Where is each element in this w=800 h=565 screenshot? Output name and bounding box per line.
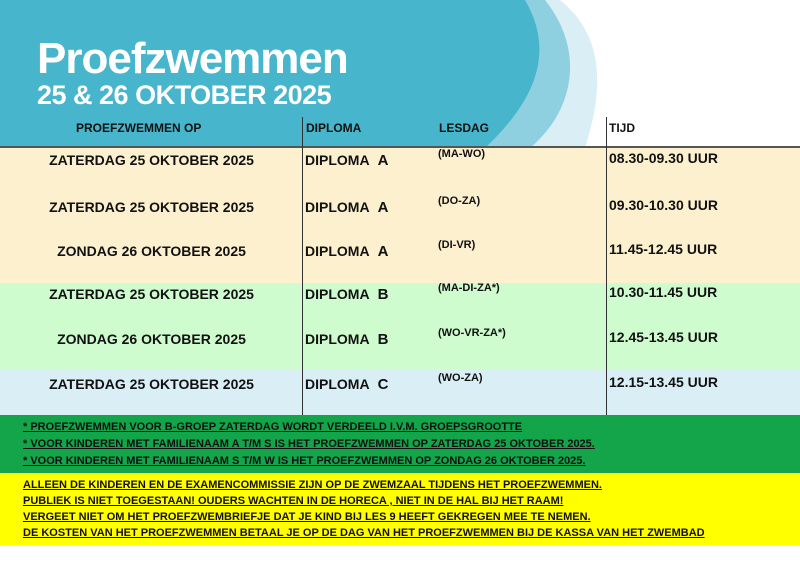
yellow-note: VERGEET NIET OM HET PROEFZWEMBRIEFJE DAT JE KIND BIJ LES 9 HEEFT GEKREGEN MEE TE NEMEN. bbox=[23, 511, 591, 523]
diploma-label: DIPLOMA bbox=[305, 199, 370, 215]
row-lesdag: (DI-VR) bbox=[438, 239, 476, 251]
row-diploma bbox=[305, 331, 388, 348]
row-date: ZATERDAG 25 OKTOBER 2025 bbox=[49, 376, 254, 392]
green-note: * VOOR KINDEREN MET FAMILIENAAM A T/M S IS HET PROEFZWEMMEN OP ZATERDAG 25 OKTOBER 2025. bbox=[23, 438, 595, 450]
col-header-diploma: DIPLOMA bbox=[306, 121, 362, 135]
table-row bbox=[0, 239, 800, 263]
row-date: ZATERDAG 25 OKTOBER 2025 bbox=[49, 199, 254, 215]
row-tijd: 11.45-12.45 UUR bbox=[609, 241, 718, 257]
green-note: * PROEFZWEMMEN VOOR B-GROEP ZATERDAG WORDT VERDEELD I.V.M. GROEPSGROOTTE bbox=[23, 421, 523, 433]
diploma-level: A bbox=[377, 243, 389, 260]
col-header-lesdag: LESDAG bbox=[439, 121, 490, 135]
row-tijd: 12.45-13.45 UUR bbox=[609, 329, 718, 345]
table-row bbox=[0, 327, 800, 351]
yellow-note: ALLEEN DE KINDEREN EN DE EXAMENCOMMISSIE ZIJN OP DE ZWEMZAAL TIJDENS HET PROEFZWEMMEN. bbox=[23, 479, 602, 491]
green-note: * VOOR KINDEREN MET FAMILIENAAM S T/M W IS HET PROEFZWEMMEN OP ZONDAG 26 OKTOBER 2025. bbox=[23, 455, 586, 467]
row-diploma bbox=[305, 243, 388, 260]
col-header-proefzwemmen-op: PROEFZWEMMEN OP bbox=[76, 121, 202, 135]
col-header-tijd: TIJD bbox=[609, 121, 636, 135]
row-diploma bbox=[305, 199, 388, 216]
row-date: ZONDAG 26 OKTOBER 2025 bbox=[57, 243, 246, 259]
table-row bbox=[0, 148, 800, 172]
row-diploma bbox=[305, 286, 388, 303]
diploma-level: A bbox=[377, 152, 389, 169]
row-date: ZATERDAG 25 OKTOBER 2025 bbox=[49, 152, 254, 168]
row-tijd: 12.15-13.45 UUR bbox=[609, 374, 718, 390]
page-title: Proefzwemmen bbox=[37, 34, 348, 83]
yellow-notes-panel bbox=[0, 473, 800, 545]
green-notes-panel bbox=[0, 415, 800, 473]
yellow-note: PUBLIEK IS NIET TOEGESTAAN! OUDERS WACHTEN IN DE HORECA , NIET IN DE HAL BIJ HET RAAM! bbox=[23, 495, 564, 507]
diploma-label: DIPLOMA bbox=[305, 286, 370, 302]
table-row bbox=[0, 372, 800, 396]
row-lesdag: (MA-DI-ZA*) bbox=[438, 282, 500, 294]
diploma-level: B bbox=[377, 331, 389, 348]
diploma-level: B bbox=[377, 286, 389, 303]
page-subtitle: 25 & 26 OKTOBER 2025 bbox=[37, 80, 332, 110]
row-lesdag: (MA-WO) bbox=[438, 148, 486, 160]
diploma-level: C bbox=[377, 376, 389, 393]
row-tijd: 10.30-11.45 UUR bbox=[609, 284, 718, 300]
yellow-note: DE KOSTEN VAN HET PROEFZWEMMEN BETAAL JE OP DE DAG VAN HET PROEFZWEMMEN BIJ DE KASSA VAN HET ZWEMBAD bbox=[23, 527, 705, 539]
table-row bbox=[0, 195, 800, 219]
diploma-label: DIPLOMA bbox=[305, 152, 370, 168]
row-date: ZONDAG 26 OKTOBER 2025 bbox=[57, 331, 246, 347]
row-diploma bbox=[305, 152, 388, 169]
row-lesdag: (WO-VR-ZA*) bbox=[438, 327, 506, 339]
row-lesdag: (DO-ZA) bbox=[438, 195, 481, 207]
diploma-label: DIPLOMA bbox=[305, 331, 370, 347]
row-date: ZATERDAG 25 OKTOBER 2025 bbox=[49, 286, 254, 302]
diploma-label: DIPLOMA bbox=[305, 376, 370, 392]
diploma-level: A bbox=[377, 199, 389, 216]
header-divider bbox=[0, 146, 800, 148]
row-tijd: 09.30-10.30 UUR bbox=[609, 197, 718, 213]
row-diploma bbox=[305, 376, 388, 393]
row-lesdag: (WO-ZA) bbox=[438, 372, 483, 384]
table-row bbox=[0, 282, 800, 306]
diploma-label: DIPLOMA bbox=[305, 243, 370, 259]
row-tijd: 08.30-09.30 UUR bbox=[609, 150, 718, 166]
